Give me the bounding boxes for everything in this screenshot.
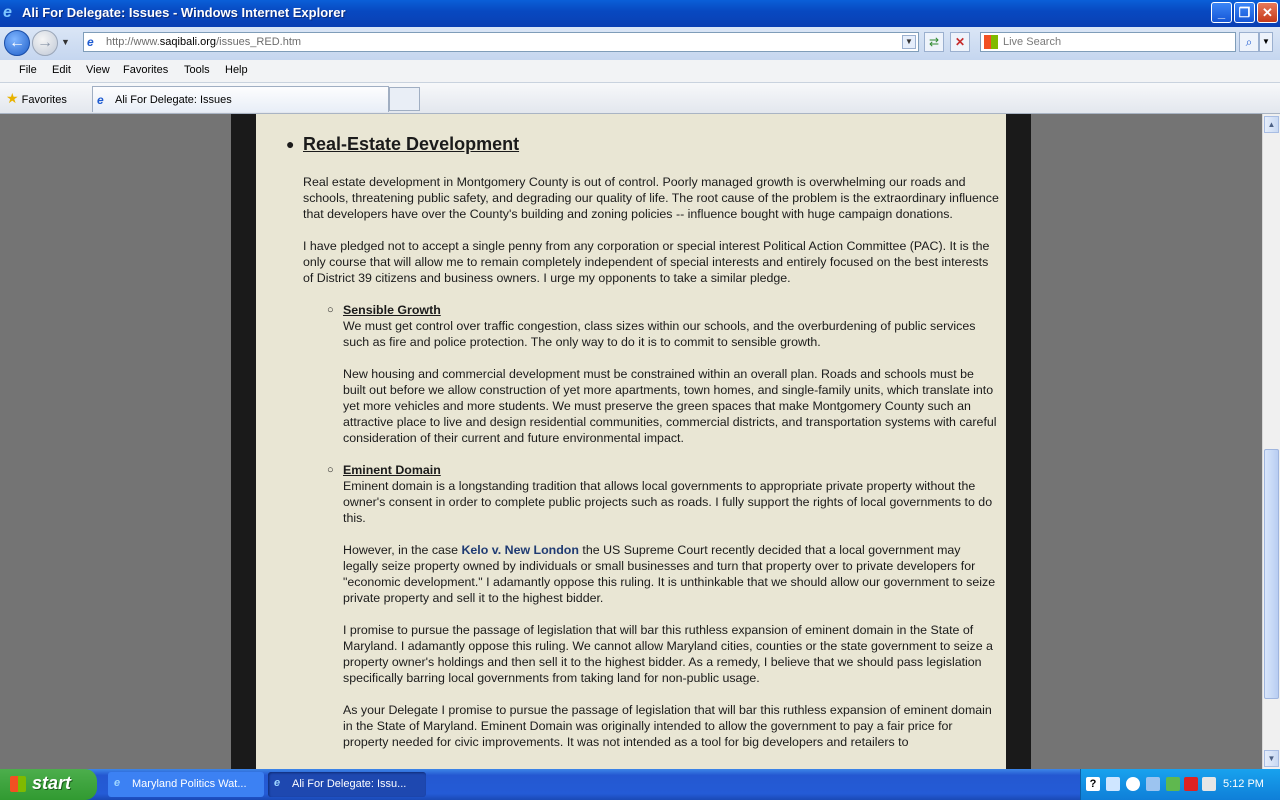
network-icon[interactable] <box>1146 777 1160 791</box>
paragraph: Real estate development in Montgomery County is out of control. Poorly managed growth is overwhelming our roads and schools, threatening public safety, and degrading our quality of life. The root cause of the problem is the extraordinary influence that developers have over the County's building and zoning policies -- influence bought with huge campaign donations. <box>303 175 999 221</box>
address-bar[interactable] <box>83 32 919 52</box>
paragraph: I promise to pursue the passage of legislation that will bar this ruthless expansion of eminent domain in the State of Maryland. I adamantly oppose this ruling. We cannot allow Maryland cities, counties or the state government to seize a property owner's holdings and then sell it to the highest bidder. As a remedy, I believe that we should pass legislation specifically barring local governments from taking land for non-public usage. <box>343 623 993 685</box>
back-button[interactable]: ← <box>4 30 30 56</box>
subsection-sensible-growth <box>327 302 999 446</box>
search-options-dropdown-icon[interactable]: ▼ <box>1259 32 1273 52</box>
window-title: Ali For Delegate: Issues - Windows Internet Explorer <box>22 5 346 20</box>
security-alert-icon[interactable] <box>1184 777 1198 791</box>
new-tab-button[interactable] <box>389 87 420 111</box>
taskbar <box>0 769 1280 800</box>
signal-icon[interactable] <box>1166 777 1180 791</box>
refresh-button[interactable]: ⇄ <box>924 32 944 52</box>
circle-bullet-icon: ○ <box>327 304 334 316</box>
ie-icon: e <box>274 777 281 789</box>
favorites-button[interactable] <box>6 90 67 107</box>
menu-edit[interactable]: Edit <box>52 64 71 76</box>
bullet-icon: ● <box>286 136 295 152</box>
stop-button[interactable]: ✕ <box>950 32 970 52</box>
paragraph: Eminent domain is a longstanding tradition that allows local governments to appropriate private property without the owner's consent in order to complete public projects such as roads. I fully support the rights of local governments to do this. <box>343 479 993 525</box>
minimize-button[interactable]: _ <box>1211 2 1232 23</box>
tab-label: Ali For Delegate: Issues <box>115 94 232 106</box>
subsection-eminent-domain <box>327 462 999 750</box>
menu-tools[interactable]: Tools <box>184 64 210 76</box>
article <box>287 132 999 766</box>
search-placeholder: Live Search <box>1003 36 1062 48</box>
vertical-scrollbar[interactable] <box>1262 114 1280 769</box>
tab-ali-for-delegate[interactable] <box>92 86 389 112</box>
paragraph: New housing and commercial development must be constrained within an overall plan. Roads and schools must be built out before we allow construction of yet more apartments, town homes, and single-family units, which translate into yet more vehicles and more students. We must preserve the green spaces that make Montgomery County such an attractive place to live and design residential communities, commercial districts, and transportation systems with careful consideration of their current and future environmental impact. <box>343 367 997 445</box>
taskbar-item-ali-for-delegate[interactable]: e Ali For Delegate: Issu... <box>268 772 426 797</box>
live-search-icon <box>984 35 998 49</box>
kelo-link[interactable]: Kelo v. New London <box>461 543 579 557</box>
favorites-bar <box>0 83 1280 114</box>
notification-icon[interactable] <box>1106 777 1120 791</box>
navigation-bar <box>0 27 1280 60</box>
scroll-thumb[interactable] <box>1264 449 1279 699</box>
menu-bar <box>0 60 1280 83</box>
subsection-title: Sensible Growth <box>343 303 441 317</box>
start-button[interactable]: start <box>0 769 97 800</box>
tab-page-icon: e <box>97 93 104 107</box>
search-button[interactable]: ⌕ <box>1239 32 1259 52</box>
title-bar <box>0 0 1280 27</box>
scroll-down-arrow-icon[interactable]: ▼ <box>1264 750 1279 767</box>
menu-favorites[interactable]: Favorites <box>123 64 169 76</box>
favorites-label: Favorites <box>21 94 67 106</box>
paragraph: However, in the case Kelo v. New London the US Supreme Court recently decided that a local government may legally seize property owned by individuals or small businesses and turn that property over to private developers for "economic development." I adamantly oppose this ruling. It is unthinkable that we should allow our government to seize private property and sell it to the highest bidder. <box>343 543 996 605</box>
clock: 5:12 PM <box>1223 778 1264 790</box>
system-tray <box>1080 769 1280 800</box>
menu-file[interactable]: File <box>19 64 37 76</box>
monitor-icon[interactable] <box>1202 777 1216 791</box>
page-icon: e <box>87 35 94 49</box>
subsection-title: Eminent Domain <box>343 463 441 477</box>
star-icon: ★ <box>6 90 19 106</box>
address-url[interactable]: http://www.saqibali.org/issues_RED.htm <box>106 36 302 48</box>
paragraph: As your Delegate I promise to pursue the passage of legislation that will bar this ruthless expansion of eminent domain in the State of Maryland. Eminent Domain was originally intended to allow the government to pay a fair price for property needed for civic improvements. It was not intended as a tool for big developers and retailers to <box>343 703 992 749</box>
recent-pages-dropdown-icon[interactable]: ▼ <box>61 37 70 47</box>
restore-button[interactable]: ❐ <box>1234 2 1255 23</box>
address-dropdown-icon[interactable]: ▼ <box>902 35 916 49</box>
forward-button[interactable]: → <box>32 30 58 56</box>
help-icon[interactable]: ? <box>1086 777 1100 791</box>
paragraph: We must get control over traffic congestion, class sizes within our schools, and the overburdening of public services such as fire and police protection. The only way to do it is to commit to sensible growth. <box>343 319 976 349</box>
paragraph: I have pledged not to accept a single penny from any corporation or special interest Political Action Committee (PAC). It is the only course that will allow me to remain completely independent of special interests and entirely focused on the best interests of District 39 citizens and business owners. I urge my opponents to take a similar pledge. <box>303 239 990 285</box>
menu-view[interactable]: View <box>86 64 110 76</box>
ie-logo-icon: e <box>3 4 12 21</box>
circle-bullet-icon: ○ <box>327 464 334 476</box>
search-input[interactable] <box>980 32 1236 52</box>
windows-logo-icon <box>10 776 26 792</box>
show-hidden-icons-icon[interactable] <box>1126 777 1140 791</box>
close-button[interactable]: ✕ <box>1257 2 1278 23</box>
scroll-up-arrow-icon[interactable]: ▲ <box>1264 116 1279 133</box>
menu-help[interactable]: Help <box>225 64 248 76</box>
taskbar-item-maryland-politics[interactable]: e Maryland Politics Wat... <box>108 772 264 797</box>
page-viewport <box>0 114 1262 769</box>
section-heading: ● Real-Estate Development <box>286 134 520 154</box>
ie-icon: e <box>114 777 121 789</box>
